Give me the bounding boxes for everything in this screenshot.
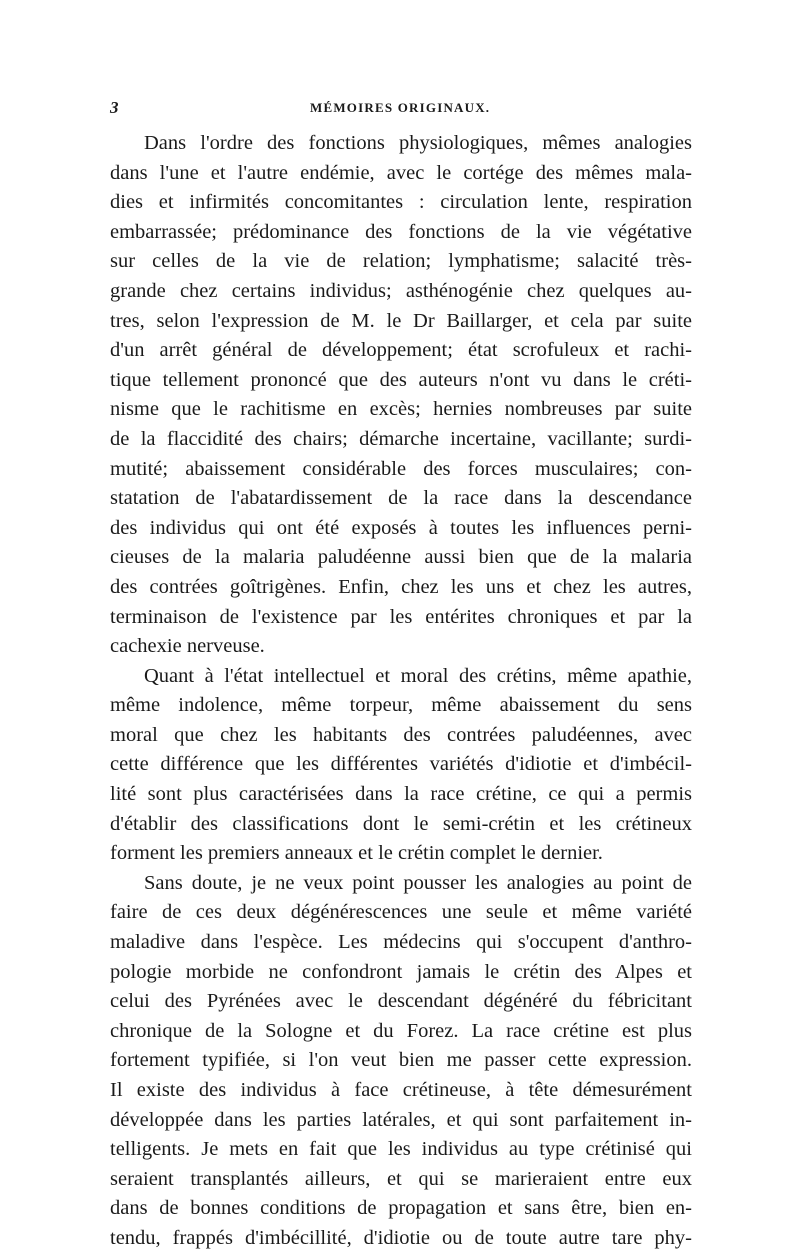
text-line: lité sont plus caractérisées dans la race crétine, ce qui a permis <box>110 783 692 806</box>
text-line: terminaison de l'existence par les entérites chroniques et par la <box>110 605 692 628</box>
text-line: nisme que le rachitisme en excès; hernies nombreuses par suite <box>110 398 692 421</box>
text-line: fortement typifiée, si l'on veut bien me passer cette expression. <box>110 1049 692 1072</box>
text-line: grande chez certains individus; asthénogénie chez quelques au- <box>110 279 692 302</box>
text-line: statation de l'abatardissement de la race dans la descendance <box>110 487 692 510</box>
text-line: moral que chez les habitants des contrées paludéennes, avec <box>110 723 692 746</box>
text-line: cachexie nerveuse. <box>110 635 265 658</box>
text-line: celui des Pyrénées avec le descendant dégénéré du fébricitant <box>110 990 692 1013</box>
text-line: Il existe des individus à face crétineuse, à tête démesurément <box>110 1079 692 1101</box>
text-line: cette différence que les différentes variétés d'idiotie et d'imbécil- <box>110 753 692 776</box>
running-head-title: MÉMOIRES ORIGINAUX. <box>310 100 491 115</box>
text-line: telligents. Je mets en fait que les individus au type crétinisé qui <box>110 1138 692 1161</box>
text-line: embarrassée; prédominance des fonctions de la vie végétative <box>110 220 692 243</box>
text-line: tendu, frappés d'imbécillité, d'idiotie ou de toute autre tare phy- <box>110 1226 692 1249</box>
text-line: tres, selon l'expression de M. le Dr Baillarger, et cela par suite <box>110 309 692 332</box>
text-line: cieuses de la malaria paludéenne aussi bien que de la malaria <box>110 546 692 569</box>
text-line: développée dans les parties latérales, et qui sont parfaitement in- <box>110 1108 692 1131</box>
text-line: des contrées goîtrigènes. Enfin, chez les uns et chez les autres, <box>110 575 692 598</box>
text-line: pologie morbide ne confondront jamais le crétin des Alpes et <box>110 960 692 983</box>
text-line: mutité; abaissement considérable des forces musculaires; con- <box>110 457 692 480</box>
text-line: chronique de la Sologne et du Forez. La race crétine est plus <box>110 1019 692 1042</box>
text-line: Quant à l'état intellectuel et moral des crétins, même apathie, <box>144 664 692 687</box>
text-line: tique tellement prononcé que des auteurs n'ont vu dans le créti- <box>110 368 692 391</box>
text-line: maladive dans l'espèce. Les médecins qui s'occupent d'anthro- <box>110 931 692 954</box>
text-line: d'établir des classifications dont le semi-crétin et les crétineux <box>110 812 692 835</box>
text-line: Sans doute, je ne veux point pousser les analogies au point de <box>144 871 692 894</box>
text-line: même indolence, même torpeur, même abaissement du sens <box>110 694 692 717</box>
text-line: d'un arrêt général de développement; état scrofuleux et rachi- <box>110 339 692 362</box>
text-line: dies et infirmités concomitantes : circulation lente, respiration <box>110 191 692 214</box>
text-line: dans de bonnes conditions de propagation et sans être, bien en- <box>110 1197 692 1220</box>
running-head <box>110 96 692 120</box>
text-line: faire de ces deux dégénérescences une seule et même variété <box>110 901 692 924</box>
text-line: de la flaccidité des chairs; démarche incertaine, vacillante; surdi- <box>110 427 692 450</box>
text-line: dans l'une et l'autre endémie, avec le cortége des mêmes mala- <box>110 161 692 184</box>
text-line: sur celles de la vie de relation; lymphatisme; salacité très- <box>110 250 692 273</box>
text-line: des individus qui ont été exposés à toutes les influences perni- <box>110 516 692 539</box>
text-line: forment les premiers anneaux et le crétin complet le dernier. <box>110 842 603 865</box>
page-number: 3 <box>110 98 119 117</box>
text-line: seraient transplantés ailleurs, et qui se marieraient entre eux <box>110 1167 692 1190</box>
body-text <box>110 129 692 1254</box>
text-line: Dans l'ordre des fonctions physiologiques, mêmes analogies <box>144 132 692 154</box>
